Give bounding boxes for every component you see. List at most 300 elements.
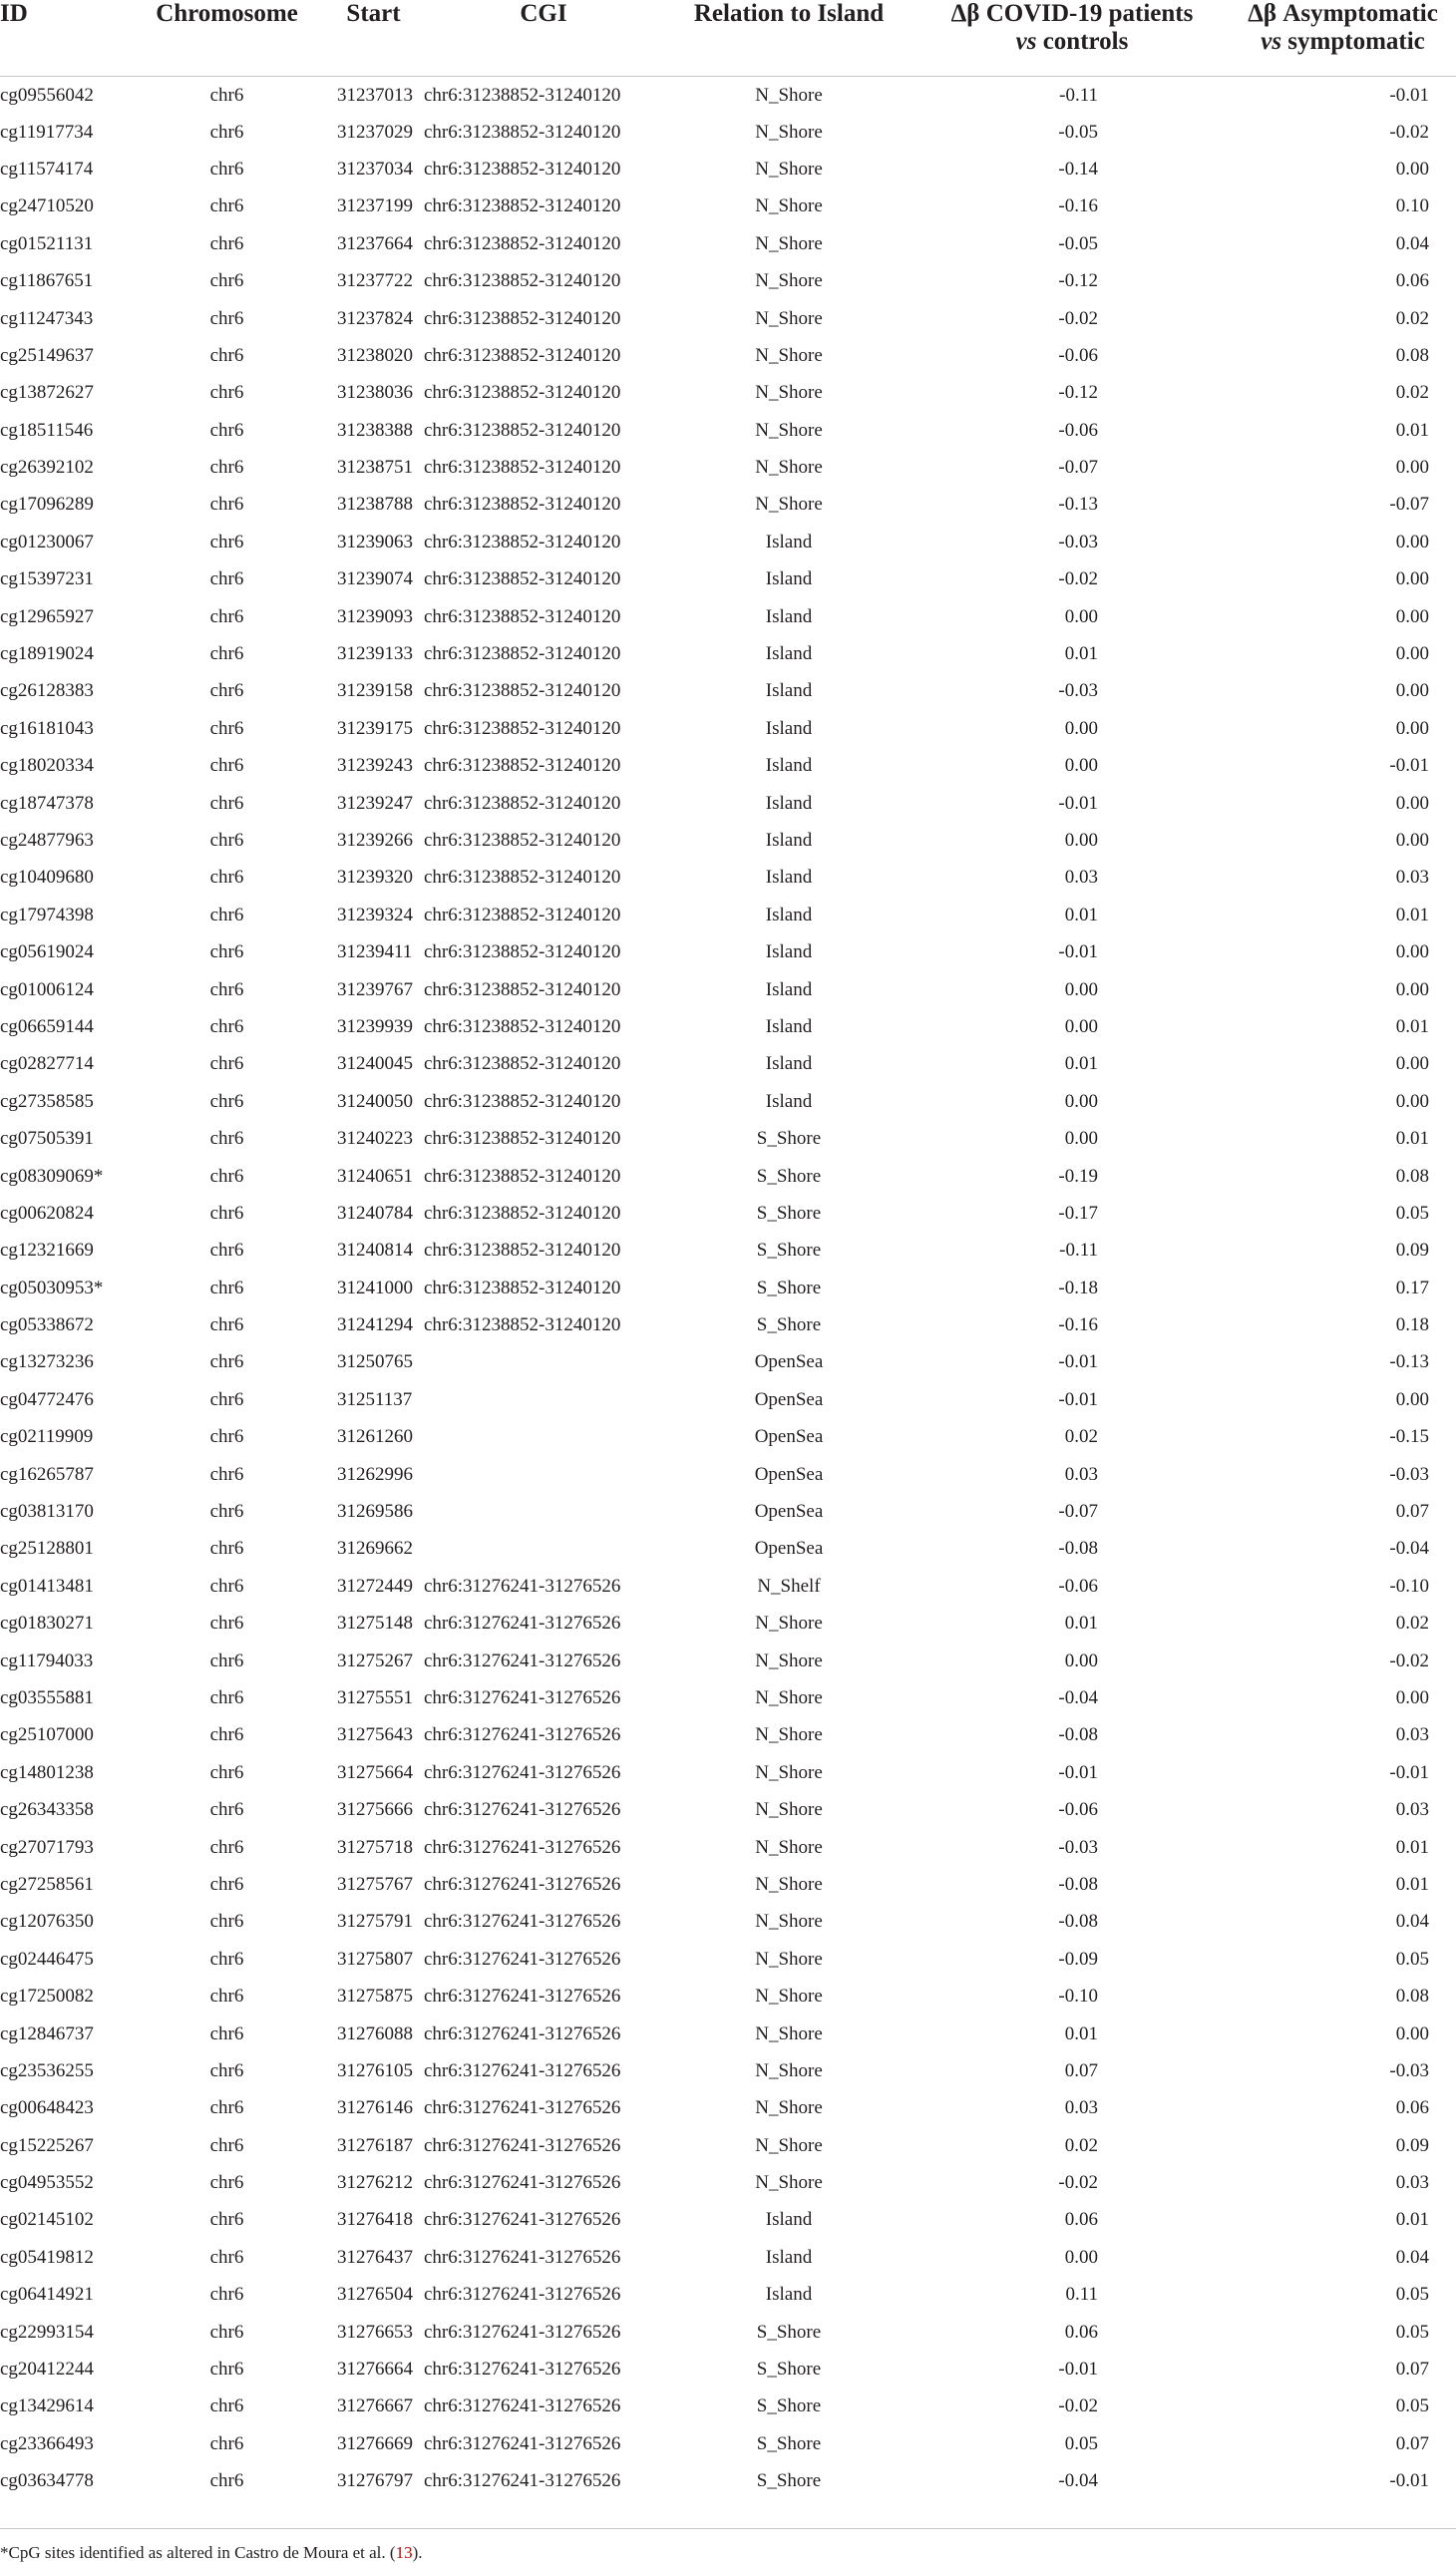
table-row bbox=[0, 1306, 1456, 1343]
cell-cgi bbox=[424, 1456, 663, 1493]
header-chromosome: Chromosome bbox=[131, 0, 323, 77]
cell-delta-asymptomatic: 0.00 bbox=[1395, 978, 1429, 1000]
cell-delta-asymptomatic: -0.02 bbox=[1389, 121, 1429, 143]
cell-cgi: chr6:31238852-31240120 bbox=[424, 755, 621, 777]
cell-delta-covid: -0.06 bbox=[1058, 1799, 1098, 1821]
cell-start: 31275664 bbox=[337, 1761, 413, 1783]
cell-delta-covid: -0.16 bbox=[1058, 1314, 1098, 1336]
header-delta-asym-vs: vs bbox=[1261, 28, 1282, 55]
cell-chromosome: chr6 bbox=[209, 1836, 244, 1858]
table-row bbox=[0, 1083, 1456, 1120]
cell-relation: Island bbox=[765, 755, 813, 777]
cell-id: cg13429614 bbox=[0, 2395, 94, 2417]
cell-delta-covid: -0.06 bbox=[1058, 1575, 1098, 1597]
cell-relation: N_Shore bbox=[755, 1613, 823, 1635]
cell-chromosome: chr6 bbox=[209, 531, 244, 552]
cell-delta-asymptomatic: 0.03 bbox=[1395, 2172, 1429, 2194]
table-row bbox=[0, 2127, 1456, 2164]
cell-start: 31240223 bbox=[337, 1128, 413, 1150]
cell-delta-asymptomatic: 0.00 bbox=[1395, 158, 1429, 180]
cell-delta-asymptomatic: 0.05 bbox=[1395, 2284, 1429, 2306]
cell-relation: N_Shore bbox=[755, 2134, 823, 2156]
cell-chromosome: chr6 bbox=[209, 978, 244, 1000]
table-footnote bbox=[0, 2528, 1456, 2564]
cell-chromosome: chr6 bbox=[209, 1388, 244, 1410]
cell-relation: OpenSea bbox=[754, 1463, 824, 1485]
cell-cgi: chr6:31276241-31276526 bbox=[424, 2359, 621, 2381]
header-delta-covid-line2 bbox=[914, 28, 1230, 56]
cell-delta-covid: -0.16 bbox=[1058, 195, 1098, 217]
cell-chromosome: chr6 bbox=[209, 2022, 244, 2044]
cell-cgi: chr6:31238852-31240120 bbox=[424, 457, 621, 479]
cell-relation: S_Shore bbox=[756, 1277, 822, 1298]
cell-start: 31237029 bbox=[337, 121, 413, 143]
cell-relation: S_Shore bbox=[756, 1314, 822, 1336]
cell-delta-asymptomatic: 0.01 bbox=[1395, 2209, 1429, 2231]
table-row bbox=[0, 748, 1456, 785]
cell-delta-covid: 0.01 bbox=[1064, 1053, 1098, 1075]
cell-cgi: chr6:31276241-31276526 bbox=[424, 2059, 621, 2081]
cell-delta-asymptomatic: -0.02 bbox=[1389, 1650, 1429, 1671]
cell-delta-asymptomatic: 0.00 bbox=[1395, 605, 1429, 627]
cell-id: cg18747378 bbox=[0, 792, 94, 814]
cell-id: cg01230067 bbox=[0, 531, 94, 552]
cell-cgi: chr6:31276241-31276526 bbox=[424, 1948, 621, 1970]
cell-cgi: chr6:31276241-31276526 bbox=[424, 2097, 621, 2119]
cell-start: 31276187 bbox=[337, 2134, 413, 2156]
cell-cgi: chr6:31238852-31240120 bbox=[424, 1240, 621, 1262]
table-row bbox=[0, 1456, 1456, 1493]
cell-cgi: chr6:31238852-31240120 bbox=[424, 1314, 621, 1336]
cell-start: 31275718 bbox=[337, 1836, 413, 1858]
cell-chromosome: chr6 bbox=[209, 1873, 244, 1895]
cell-delta-covid: -0.19 bbox=[1058, 1165, 1098, 1187]
cell-relation: Island bbox=[765, 2209, 813, 2231]
cell-relation: S_Shore bbox=[756, 1240, 822, 1262]
table-row bbox=[0, 822, 1456, 859]
cell-chromosome: chr6 bbox=[209, 1986, 244, 2008]
cell-id: cg01521131 bbox=[0, 232, 94, 254]
cell-relation: N_Shelf bbox=[757, 1575, 821, 1597]
cell-id: cg23366493 bbox=[0, 2432, 94, 2454]
cell-relation: N_Shore bbox=[755, 1836, 823, 1858]
cell-chromosome: chr6 bbox=[209, 2059, 244, 2081]
cell-relation: Island bbox=[765, 568, 813, 590]
cell-start: 31239320 bbox=[337, 867, 413, 889]
cell-delta-asymptomatic: 0.04 bbox=[1395, 1911, 1429, 1933]
cell-chromosome: chr6 bbox=[209, 1240, 244, 1262]
cell-id: cg12846737 bbox=[0, 2022, 94, 2044]
cell-id: cg20412244 bbox=[0, 2359, 94, 2381]
cell-id: cg12076350 bbox=[0, 1911, 94, 1933]
cell-delta-asymptomatic: 0.00 bbox=[1395, 680, 1429, 702]
cell-start: 31238036 bbox=[337, 382, 413, 404]
cell-cgi: chr6:31238852-31240120 bbox=[424, 717, 621, 739]
table-row bbox=[0, 2052, 1456, 2089]
cell-delta-asymptomatic: 0.02 bbox=[1395, 307, 1429, 329]
table-row bbox=[0, 2314, 1456, 2351]
cell-id: cg06414921 bbox=[0, 2284, 94, 2306]
cell-start: 31239093 bbox=[337, 605, 413, 627]
cell-delta-asymptomatic: -0.03 bbox=[1389, 2059, 1429, 2081]
cell-delta-covid: -0.05 bbox=[1058, 232, 1098, 254]
cell-cgi: chr6:31276241-31276526 bbox=[424, 1836, 621, 1858]
cell-start: 31237199 bbox=[337, 195, 413, 217]
cell-relation: N_Shore bbox=[755, 1724, 823, 1746]
cell-id: cg04772476 bbox=[0, 1388, 94, 1410]
cell-cgi: chr6:31238852-31240120 bbox=[424, 307, 621, 329]
header-delta-covid bbox=[914, 0, 1230, 77]
cell-delta-asymptomatic: 0.03 bbox=[1395, 1799, 1429, 1821]
cell-cgi: chr6:31276241-31276526 bbox=[424, 1686, 621, 1708]
cell-delta-asymptomatic: -0.04 bbox=[1389, 1538, 1429, 1560]
cell-delta-covid: -0.08 bbox=[1058, 1873, 1098, 1895]
cell-id: cg26343358 bbox=[0, 1799, 94, 1821]
cell-delta-asymptomatic: 0.07 bbox=[1395, 2432, 1429, 2454]
cell-cgi bbox=[424, 1531, 663, 1568]
cell-chromosome: chr6 bbox=[209, 84, 244, 106]
cell-delta-covid: -0.09 bbox=[1058, 1948, 1098, 1970]
cell-cgi: chr6:31238852-31240120 bbox=[424, 195, 621, 217]
cell-delta-covid: 0.01 bbox=[1064, 643, 1098, 665]
table-row bbox=[0, 1754, 1456, 1791]
cell-chromosome: chr6 bbox=[209, 2246, 244, 2268]
cell-delta-asymptomatic: 0.00 bbox=[1395, 1090, 1429, 1112]
cell-start: 31239063 bbox=[337, 531, 413, 552]
cell-chromosome: chr6 bbox=[209, 2470, 244, 2492]
cell-chromosome: chr6 bbox=[209, 1650, 244, 1671]
cell-start: 31237664 bbox=[337, 232, 413, 254]
cell-delta-asymptomatic: -0.01 bbox=[1389, 755, 1429, 777]
cell-delta-asymptomatic: 0.09 bbox=[1395, 1240, 1429, 1262]
cell-start: 31276667 bbox=[337, 2395, 413, 2417]
cell-delta-asymptomatic: 0.00 bbox=[1395, 1053, 1429, 1075]
cell-delta-covid: -0.07 bbox=[1058, 1501, 1098, 1523]
cell-relation: OpenSea bbox=[754, 1388, 824, 1410]
cell-cgi bbox=[424, 1419, 663, 1456]
cell-start: 31275267 bbox=[337, 1650, 413, 1671]
cell-relation: S_Shore bbox=[756, 1165, 822, 1187]
cell-start: 31276664 bbox=[337, 2359, 413, 2381]
cell-id: cg09556042 bbox=[0, 84, 94, 106]
cell-relation: OpenSea bbox=[754, 1538, 824, 1560]
cell-cgi: chr6:31276241-31276526 bbox=[424, 1873, 621, 1895]
cell-relation: Island bbox=[765, 680, 813, 702]
cell-chromosome: chr6 bbox=[209, 941, 244, 963]
cell-chromosome: chr6 bbox=[209, 1463, 244, 1485]
cell-start: 31239158 bbox=[337, 680, 413, 702]
cell-chromosome: chr6 bbox=[209, 643, 244, 665]
cell-chromosome: chr6 bbox=[209, 1053, 244, 1075]
table-row bbox=[0, 1568, 1456, 1605]
cell-delta-asymptomatic: 0.00 bbox=[1395, 830, 1429, 851]
cell-start: 31276088 bbox=[337, 2022, 413, 2044]
cell-chromosome: chr6 bbox=[209, 2359, 244, 2381]
cell-id: cg02827714 bbox=[0, 1053, 94, 1075]
cell-delta-asymptomatic: 0.08 bbox=[1395, 1986, 1429, 2008]
cell-relation: N_Shore bbox=[755, 195, 823, 217]
cell-chromosome: chr6 bbox=[209, 2209, 244, 2231]
cell-relation: N_Shore bbox=[755, 270, 823, 292]
cell-delta-covid: 0.02 bbox=[1064, 1426, 1098, 1448]
cell-delta-covid: -0.02 bbox=[1058, 2172, 1098, 2194]
cell-relation: OpenSea bbox=[754, 1426, 824, 1448]
cell-delta-asymptomatic: 0.06 bbox=[1395, 270, 1429, 292]
cell-delta-covid: -0.08 bbox=[1058, 1538, 1098, 1560]
cell-cgi bbox=[424, 1493, 663, 1530]
table-row bbox=[0, 561, 1456, 598]
cell-delta-asymptomatic: 0.01 bbox=[1395, 1873, 1429, 1895]
cell-chromosome: chr6 bbox=[209, 2284, 244, 2306]
cell-id: cg10409680 bbox=[0, 867, 94, 889]
cell-relation: N_Shore bbox=[755, 1686, 823, 1708]
cell-delta-asymptomatic: 0.08 bbox=[1395, 344, 1429, 366]
table-row bbox=[0, 2202, 1456, 2239]
cell-start: 31272449 bbox=[337, 1575, 413, 1597]
cell-delta-covid: -0.10 bbox=[1058, 1986, 1098, 2008]
cell-id: cg15225267 bbox=[0, 2134, 94, 2156]
cell-delta-asymptomatic: -0.10 bbox=[1389, 1575, 1429, 1597]
cell-cgi: chr6:31276241-31276526 bbox=[424, 2432, 621, 2454]
cell-cgi: chr6:31238852-31240120 bbox=[424, 1202, 621, 1224]
cell-delta-covid: 0.00 bbox=[1064, 1128, 1098, 1150]
cell-id: cg11247343 bbox=[0, 307, 94, 329]
cell-start: 31276437 bbox=[337, 2246, 413, 2268]
cell-delta-asymptomatic: 0.04 bbox=[1395, 2246, 1429, 2268]
cell-id: cg06659144 bbox=[0, 1015, 94, 1037]
cell-id: cg23536255 bbox=[0, 2059, 94, 2081]
cell-delta-covid: -0.01 bbox=[1058, 1761, 1098, 1783]
cell-delta-asymptomatic: 0.00 bbox=[1395, 643, 1429, 665]
cell-chromosome: chr6 bbox=[209, 1911, 244, 1933]
cell-delta-asymptomatic: 0.17 bbox=[1395, 1277, 1429, 1298]
cell-cgi: chr6:31276241-31276526 bbox=[424, 2134, 621, 2156]
cell-delta-covid: 0.00 bbox=[1064, 830, 1098, 851]
cell-id: cg08309069* bbox=[0, 1165, 104, 1187]
cell-relation: OpenSea bbox=[754, 1501, 824, 1523]
cell-delta-covid: -0.17 bbox=[1058, 1202, 1098, 1224]
cell-relation: N_Shore bbox=[755, 1873, 823, 1895]
cell-relation: N_Shore bbox=[755, 121, 823, 143]
table-row bbox=[0, 1344, 1456, 1381]
cell-delta-asymptomatic: -0.01 bbox=[1389, 2470, 1429, 2492]
table-row bbox=[0, 2277, 1456, 2314]
cell-relation: Island bbox=[765, 1090, 813, 1112]
cell-relation: N_Shore bbox=[755, 232, 823, 254]
table-row bbox=[0, 2425, 1456, 2462]
table-row bbox=[0, 635, 1456, 672]
cell-cgi: chr6:31238852-31240120 bbox=[424, 531, 621, 552]
cell-id: cg12965927 bbox=[0, 605, 94, 627]
cell-chromosome: chr6 bbox=[209, 1575, 244, 1597]
cell-start: 31240651 bbox=[337, 1165, 413, 1187]
cell-chromosome: chr6 bbox=[209, 1426, 244, 1448]
cell-delta-covid: -0.03 bbox=[1058, 680, 1098, 702]
table-row bbox=[0, 971, 1456, 1008]
cell-id: cg24710520 bbox=[0, 195, 94, 217]
cell-chromosome: chr6 bbox=[209, 1015, 244, 1037]
cell-delta-asymptomatic: 0.00 bbox=[1395, 457, 1429, 479]
cell-id: cg18511546 bbox=[0, 419, 94, 441]
cell-chromosome: chr6 bbox=[209, 2134, 244, 2156]
cell-chromosome: chr6 bbox=[209, 717, 244, 739]
cell-cgi: chr6:31276241-31276526 bbox=[424, 2209, 621, 2231]
cell-delta-asymptomatic: 0.00 bbox=[1395, 717, 1429, 739]
cell-delta-covid: 0.01 bbox=[1064, 904, 1098, 925]
table-row bbox=[0, 598, 1456, 635]
table-row bbox=[0, 2351, 1456, 2387]
cell-cgi: chr6:31238852-31240120 bbox=[424, 84, 621, 106]
cell-chromosome: chr6 bbox=[209, 1724, 244, 1746]
cell-id: cg17974398 bbox=[0, 904, 94, 925]
cell-id: cg24877963 bbox=[0, 830, 94, 851]
cell-id: cg03634778 bbox=[0, 2470, 94, 2492]
table-row bbox=[0, 412, 1456, 449]
cell-start: 31239939 bbox=[337, 1015, 413, 1037]
cell-delta-covid: -0.12 bbox=[1058, 270, 1098, 292]
cell-delta-covid: -0.12 bbox=[1058, 382, 1098, 404]
table-body bbox=[0, 77, 1456, 2500]
cell-chromosome: chr6 bbox=[209, 158, 244, 180]
cell-delta-asymptomatic: 0.00 bbox=[1395, 941, 1429, 963]
cell-id: cg14801238 bbox=[0, 1761, 94, 1783]
cell-start: 31240045 bbox=[337, 1053, 413, 1075]
cell-cgi: chr6:31276241-31276526 bbox=[424, 1761, 621, 1783]
table-row bbox=[0, 1643, 1456, 1679]
cell-start: 31239266 bbox=[337, 830, 413, 851]
cell-delta-asymptomatic: 0.07 bbox=[1395, 1501, 1429, 1523]
cell-id: cg26392102 bbox=[0, 457, 94, 479]
header-delta-covid-vs: vs bbox=[1015, 28, 1037, 55]
cell-start: 31238788 bbox=[337, 494, 413, 516]
cell-relation: Island bbox=[765, 941, 813, 963]
cell-relation: N_Shore bbox=[755, 2172, 823, 2194]
cell-start: 31240050 bbox=[337, 1090, 413, 1112]
cell-start: 31238388 bbox=[337, 419, 413, 441]
cell-start: 31275807 bbox=[337, 1948, 413, 1970]
cell-chromosome: chr6 bbox=[209, 1686, 244, 1708]
cell-start: 31276212 bbox=[337, 2172, 413, 2194]
header-delta-asym-line1: Δβ Asymptomatic bbox=[1248, 0, 1438, 27]
cell-delta-asymptomatic: 0.06 bbox=[1395, 2097, 1429, 2119]
table-row bbox=[0, 1419, 1456, 1456]
cell-relation: S_Shore bbox=[756, 2470, 822, 2492]
table-row bbox=[0, 225, 1456, 262]
cell-delta-covid: 0.03 bbox=[1064, 867, 1098, 889]
cell-id: cg26128383 bbox=[0, 680, 94, 702]
cell-start: 31241294 bbox=[337, 1314, 413, 1336]
cell-delta-asymptomatic: -0.01 bbox=[1389, 84, 1429, 106]
cell-chromosome: chr6 bbox=[209, 1501, 244, 1523]
cell-cgi: chr6:31276241-31276526 bbox=[424, 1799, 621, 1821]
cell-delta-asymptomatic: -0.15 bbox=[1389, 1426, 1429, 1448]
table-row bbox=[0, 262, 1456, 299]
cell-start: 31275148 bbox=[337, 1613, 413, 1635]
cell-delta-asymptomatic: 0.05 bbox=[1395, 1202, 1429, 1224]
cell-cgi: chr6:31238852-31240120 bbox=[424, 232, 621, 254]
cell-relation: Island bbox=[765, 643, 813, 665]
cell-cgi: chr6:31276241-31276526 bbox=[424, 2172, 621, 2194]
cell-id: cg11574174 bbox=[0, 158, 94, 180]
cell-start: 31240814 bbox=[337, 1240, 413, 1262]
table-row bbox=[0, 1904, 1456, 1941]
cell-delta-covid: -0.01 bbox=[1058, 1351, 1098, 1373]
cell-delta-covid: 0.00 bbox=[1064, 755, 1098, 777]
cell-cgi: chr6:31276241-31276526 bbox=[424, 1575, 621, 1597]
table-row bbox=[0, 785, 1456, 822]
cell-delta-asymptomatic: 0.07 bbox=[1395, 2359, 1429, 2381]
cell-start: 31237034 bbox=[337, 158, 413, 180]
cell-cgi: chr6:31238852-31240120 bbox=[424, 568, 621, 590]
table-row bbox=[0, 375, 1456, 412]
cell-id: cg05338672 bbox=[0, 1314, 94, 1336]
cell-relation: S_Shore bbox=[756, 2395, 822, 2417]
cell-relation: Island bbox=[765, 867, 813, 889]
cell-relation: N_Shore bbox=[755, 2059, 823, 2081]
cell-chromosome: chr6 bbox=[209, 568, 244, 590]
cell-chromosome: chr6 bbox=[209, 382, 244, 404]
cell-delta-covid: -0.02 bbox=[1058, 307, 1098, 329]
cell-delta-asymptomatic: 0.01 bbox=[1395, 1015, 1429, 1037]
cell-delta-covid: 0.00 bbox=[1064, 1650, 1098, 1671]
header-delta-covid-line1: Δβ COVID-19 patients bbox=[950, 0, 1194, 27]
cell-start: 31261260 bbox=[337, 1426, 413, 1448]
cell-delta-asymptomatic: 0.08 bbox=[1395, 1165, 1429, 1187]
cell-delta-asymptomatic: 0.04 bbox=[1395, 232, 1429, 254]
cell-start: 31275875 bbox=[337, 1986, 413, 2008]
cell-relation: Island bbox=[765, 1053, 813, 1075]
cell-delta-asymptomatic: 0.18 bbox=[1395, 1314, 1429, 1336]
cell-delta-covid: 0.02 bbox=[1064, 2134, 1098, 2156]
cell-id: cg13872627 bbox=[0, 382, 94, 404]
cell-start: 31239247 bbox=[337, 792, 413, 814]
header-relation: Relation to Island bbox=[663, 0, 914, 77]
cell-chromosome: chr6 bbox=[209, 2432, 244, 2454]
table-row bbox=[0, 1531, 1456, 1568]
cell-delta-covid: 0.00 bbox=[1064, 605, 1098, 627]
table-row bbox=[0, 151, 1456, 187]
cell-delta-covid: 0.06 bbox=[1064, 2209, 1098, 2231]
table-row bbox=[0, 860, 1456, 897]
header-row bbox=[0, 0, 1456, 77]
footnote-reference-link[interactable]: 13 bbox=[395, 2543, 413, 2562]
cell-start: 31237722 bbox=[337, 270, 413, 292]
table-row bbox=[0, 2239, 1456, 2276]
cell-cgi: chr6:31238852-31240120 bbox=[424, 904, 621, 925]
cell-cgi: chr6:31276241-31276526 bbox=[424, 2246, 621, 2268]
cell-cgi: chr6:31238852-31240120 bbox=[424, 978, 621, 1000]
cell-chromosome: chr6 bbox=[209, 2395, 244, 2417]
cell-chromosome: chr6 bbox=[209, 494, 244, 516]
cell-id: cg17250082 bbox=[0, 1986, 94, 2008]
cell-delta-asymptomatic: 0.00 bbox=[1395, 792, 1429, 814]
cell-id: cg22993154 bbox=[0, 2321, 94, 2343]
cell-delta-covid: 0.05 bbox=[1064, 2432, 1098, 2454]
cell-id: cg07505391 bbox=[0, 1128, 94, 1150]
cell-start: 31238751 bbox=[337, 457, 413, 479]
table-row bbox=[0, 1829, 1456, 1866]
cell-delta-covid: 0.00 bbox=[1064, 1015, 1098, 1037]
table-row bbox=[0, 487, 1456, 524]
cell-id: cg00648423 bbox=[0, 2097, 94, 2119]
cell-delta-covid: -0.01 bbox=[1058, 941, 1098, 963]
cell-chromosome: chr6 bbox=[209, 1090, 244, 1112]
cell-delta-covid: -0.13 bbox=[1058, 494, 1098, 516]
cell-start: 31239243 bbox=[337, 755, 413, 777]
cell-id: cg05030953* bbox=[0, 1277, 104, 1298]
table-row bbox=[0, 1158, 1456, 1195]
cell-chromosome: chr6 bbox=[209, 1202, 244, 1224]
